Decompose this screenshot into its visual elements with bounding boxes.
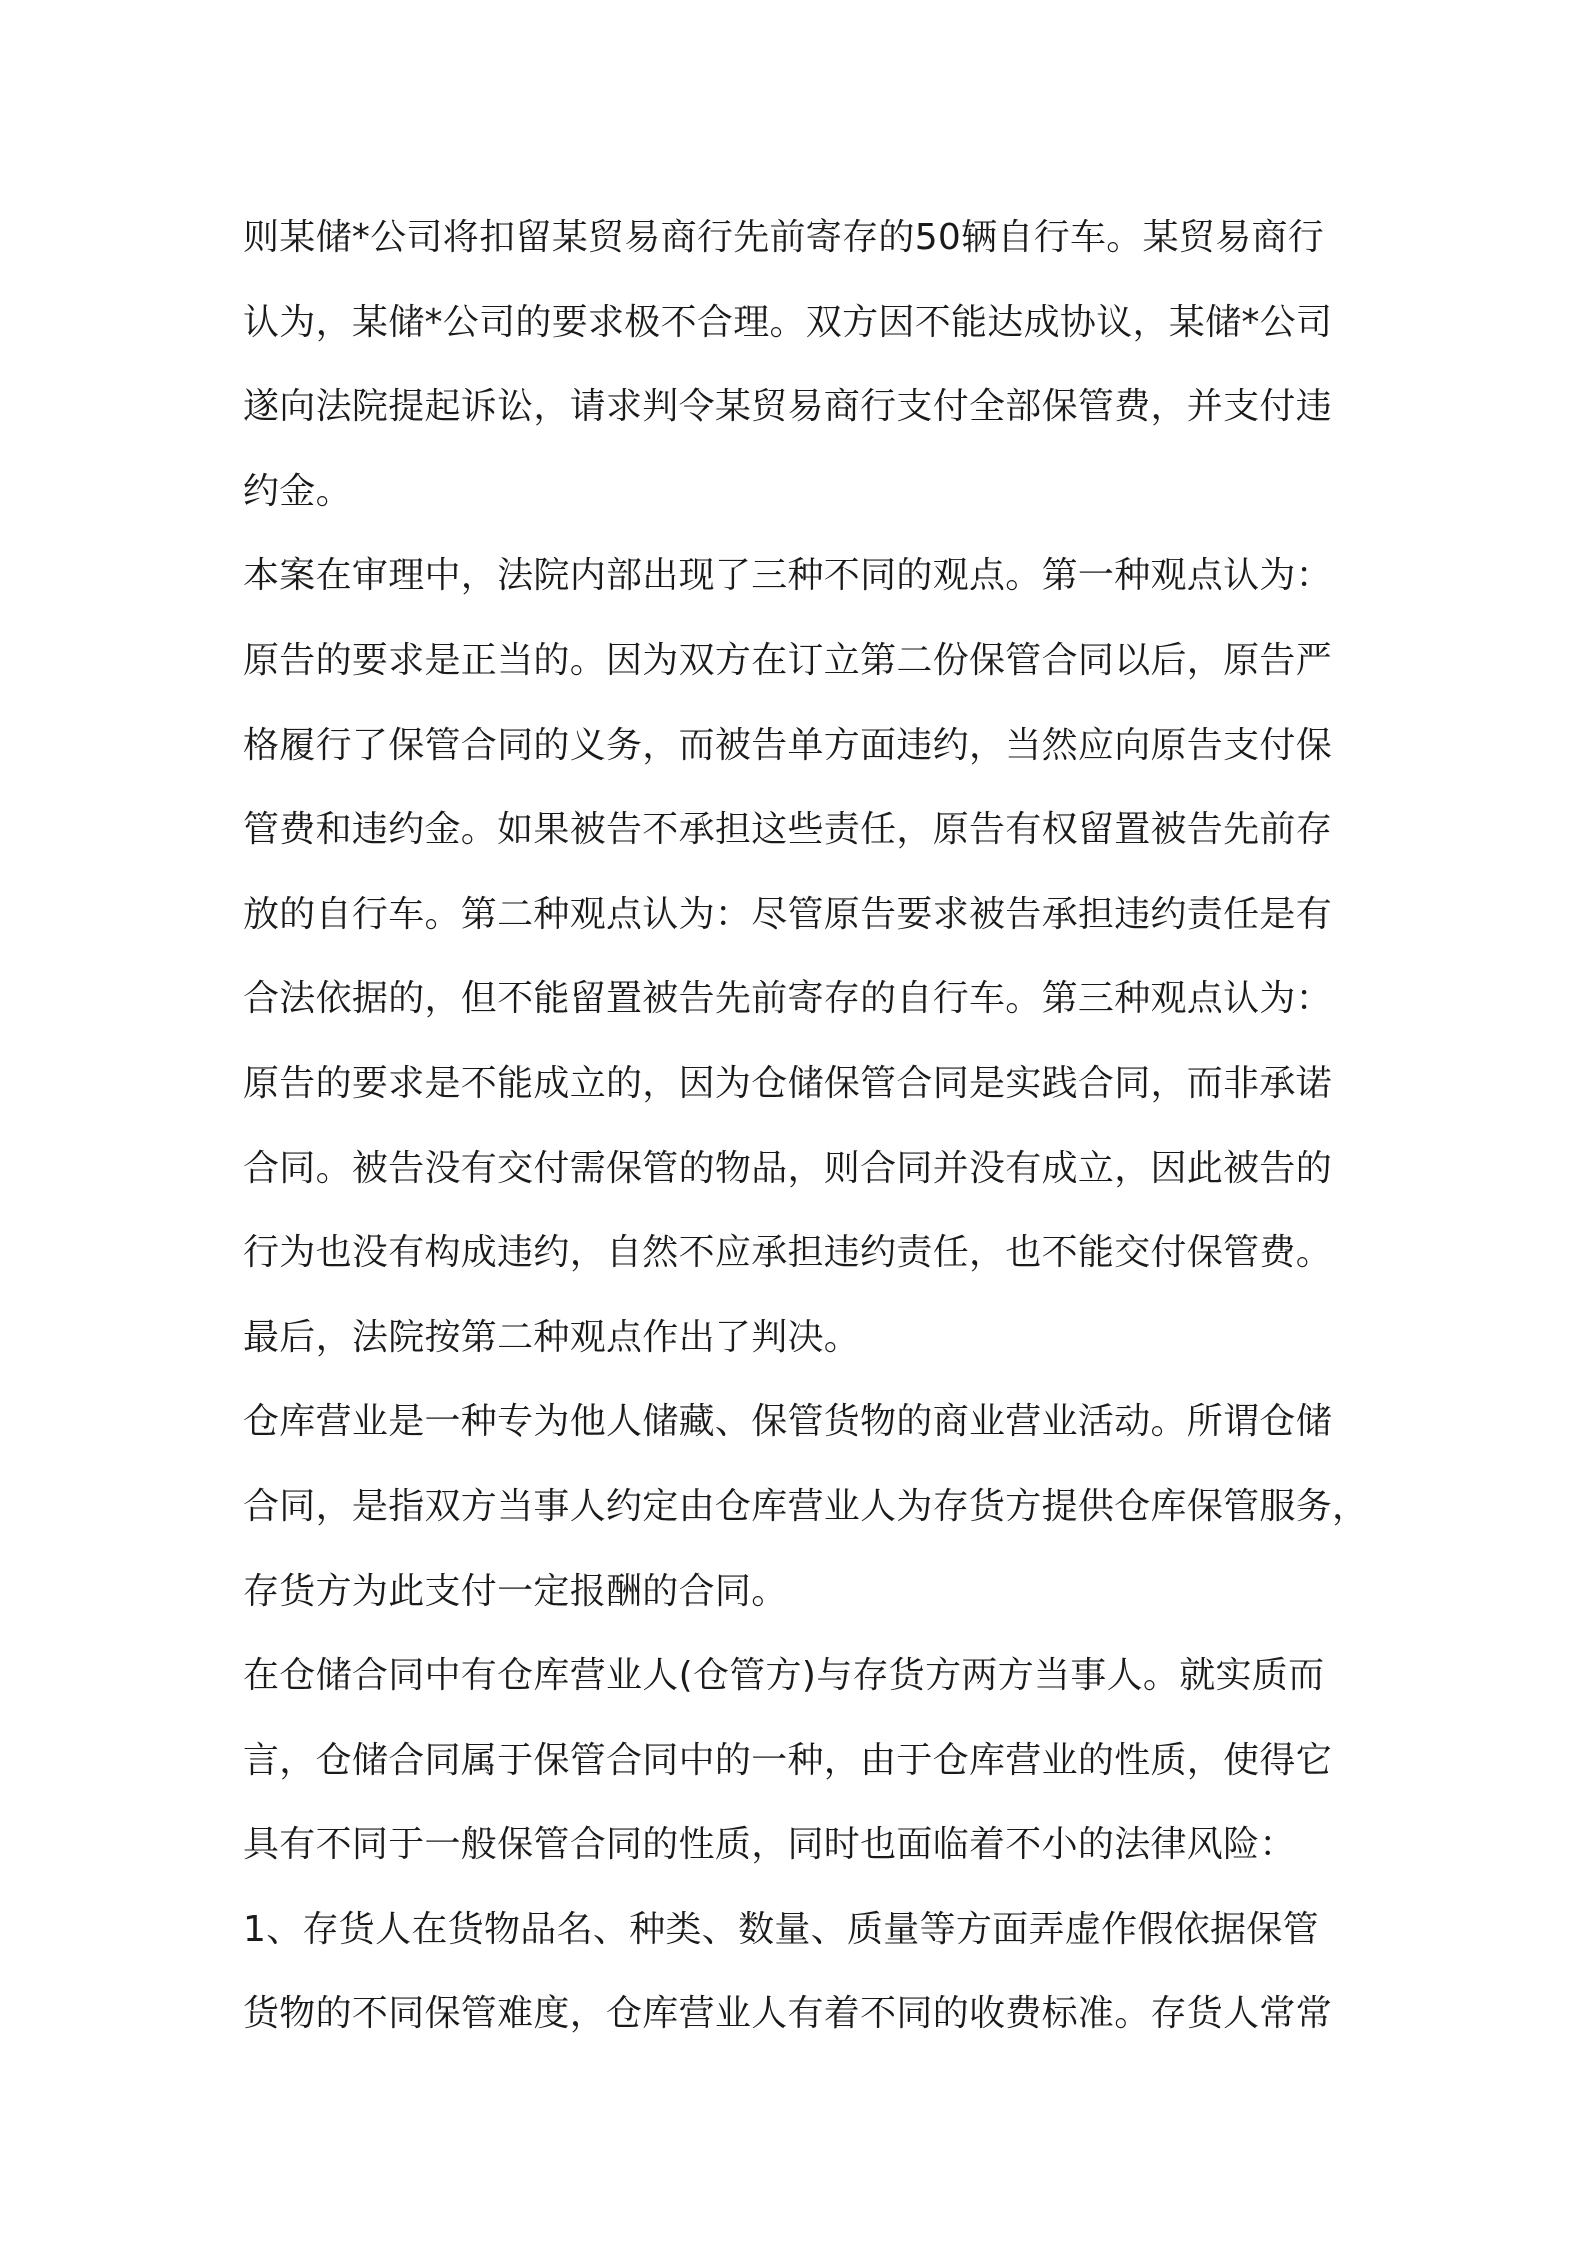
text-line: 言，仓储合同属于保管合同中的一种，由于仓库营业的性质，使得它	[243, 1739, 1333, 1781]
text-line: 约金。	[243, 470, 352, 512]
text-line: 合同，是指双方当事人约定由仓库营业人为存货方提供仓库保管服务，	[243, 1485, 1369, 1527]
text-line: 行为也没有构成违约，自然不应承担违约责任，也不能交付保管费。	[243, 1232, 1333, 1274]
text-line: 最后，法院按第二种观点作出了判决。	[243, 1316, 861, 1358]
text-line: 则某储*公司将扣留某贸易商行先前寄存的50辆自行车。某贸易商行	[243, 217, 1325, 258]
text-line: 本案在审理中，法院内部出现了三种不同的观点。第一种观点认为：	[243, 555, 1333, 597]
text-line: 货物的不同保管难度，仓库营业人有着不同的收费标准。存货人常常	[243, 1993, 1333, 2035]
text-line: 管费和违约金。如果被告不承担这些责任，原告有权留置被告先前存	[243, 809, 1333, 851]
text-line: 合同。被告没有交付需保管的物品，则合同并没有成立，因此被告的	[243, 1147, 1333, 1189]
text-line: 原告的要求是正当的。因为双方在订立第二份保管合同以后，原告严	[243, 639, 1333, 681]
text-line: 格履行了保管合同的义务，而被告单方面违约，当然应向原告支付保	[243, 724, 1333, 766]
text-line: 存货方为此支付一定报酬的合同。	[243, 1570, 788, 1612]
document-body	[243, 196, 1369, 2057]
text-line: 放的自行车。第二种观点认为：尽管原告要求被告承担违约责任是有	[243, 893, 1333, 935]
text-line: 仓库营业是一种专为他人储藏、保管货物的商业营业活动。所谓仓储	[243, 1401, 1333, 1443]
text-line: 遂向法院提起诉讼，请求判令某贸易商行支付全部保管费，并支付违	[243, 386, 1333, 428]
text-line: 原告的要求是不能成立的，因为仓储保管合同是实践合同，而非承诺	[243, 1062, 1333, 1104]
text-line: 具有不同于一般保管合同的性质，同时也面临着不小的法律风险：	[243, 1824, 1296, 1866]
text-line: 在仓储合同中有仓库营业人(仓管方)与存货方两方当事人。就实质而	[243, 1655, 1325, 1697]
text-line: 1、存货人在货物品名、种类、数量、质量等方面弄虚作假依据保管	[243, 1908, 1319, 1950]
text-line: 合法依据的，但不能留置被告先前寄存的自行车。第三种观点认为：	[243, 978, 1333, 1020]
text-line: 认为，某储*公司的要求极不合理。双方因不能达成协议，某储*公司	[243, 301, 1333, 343]
